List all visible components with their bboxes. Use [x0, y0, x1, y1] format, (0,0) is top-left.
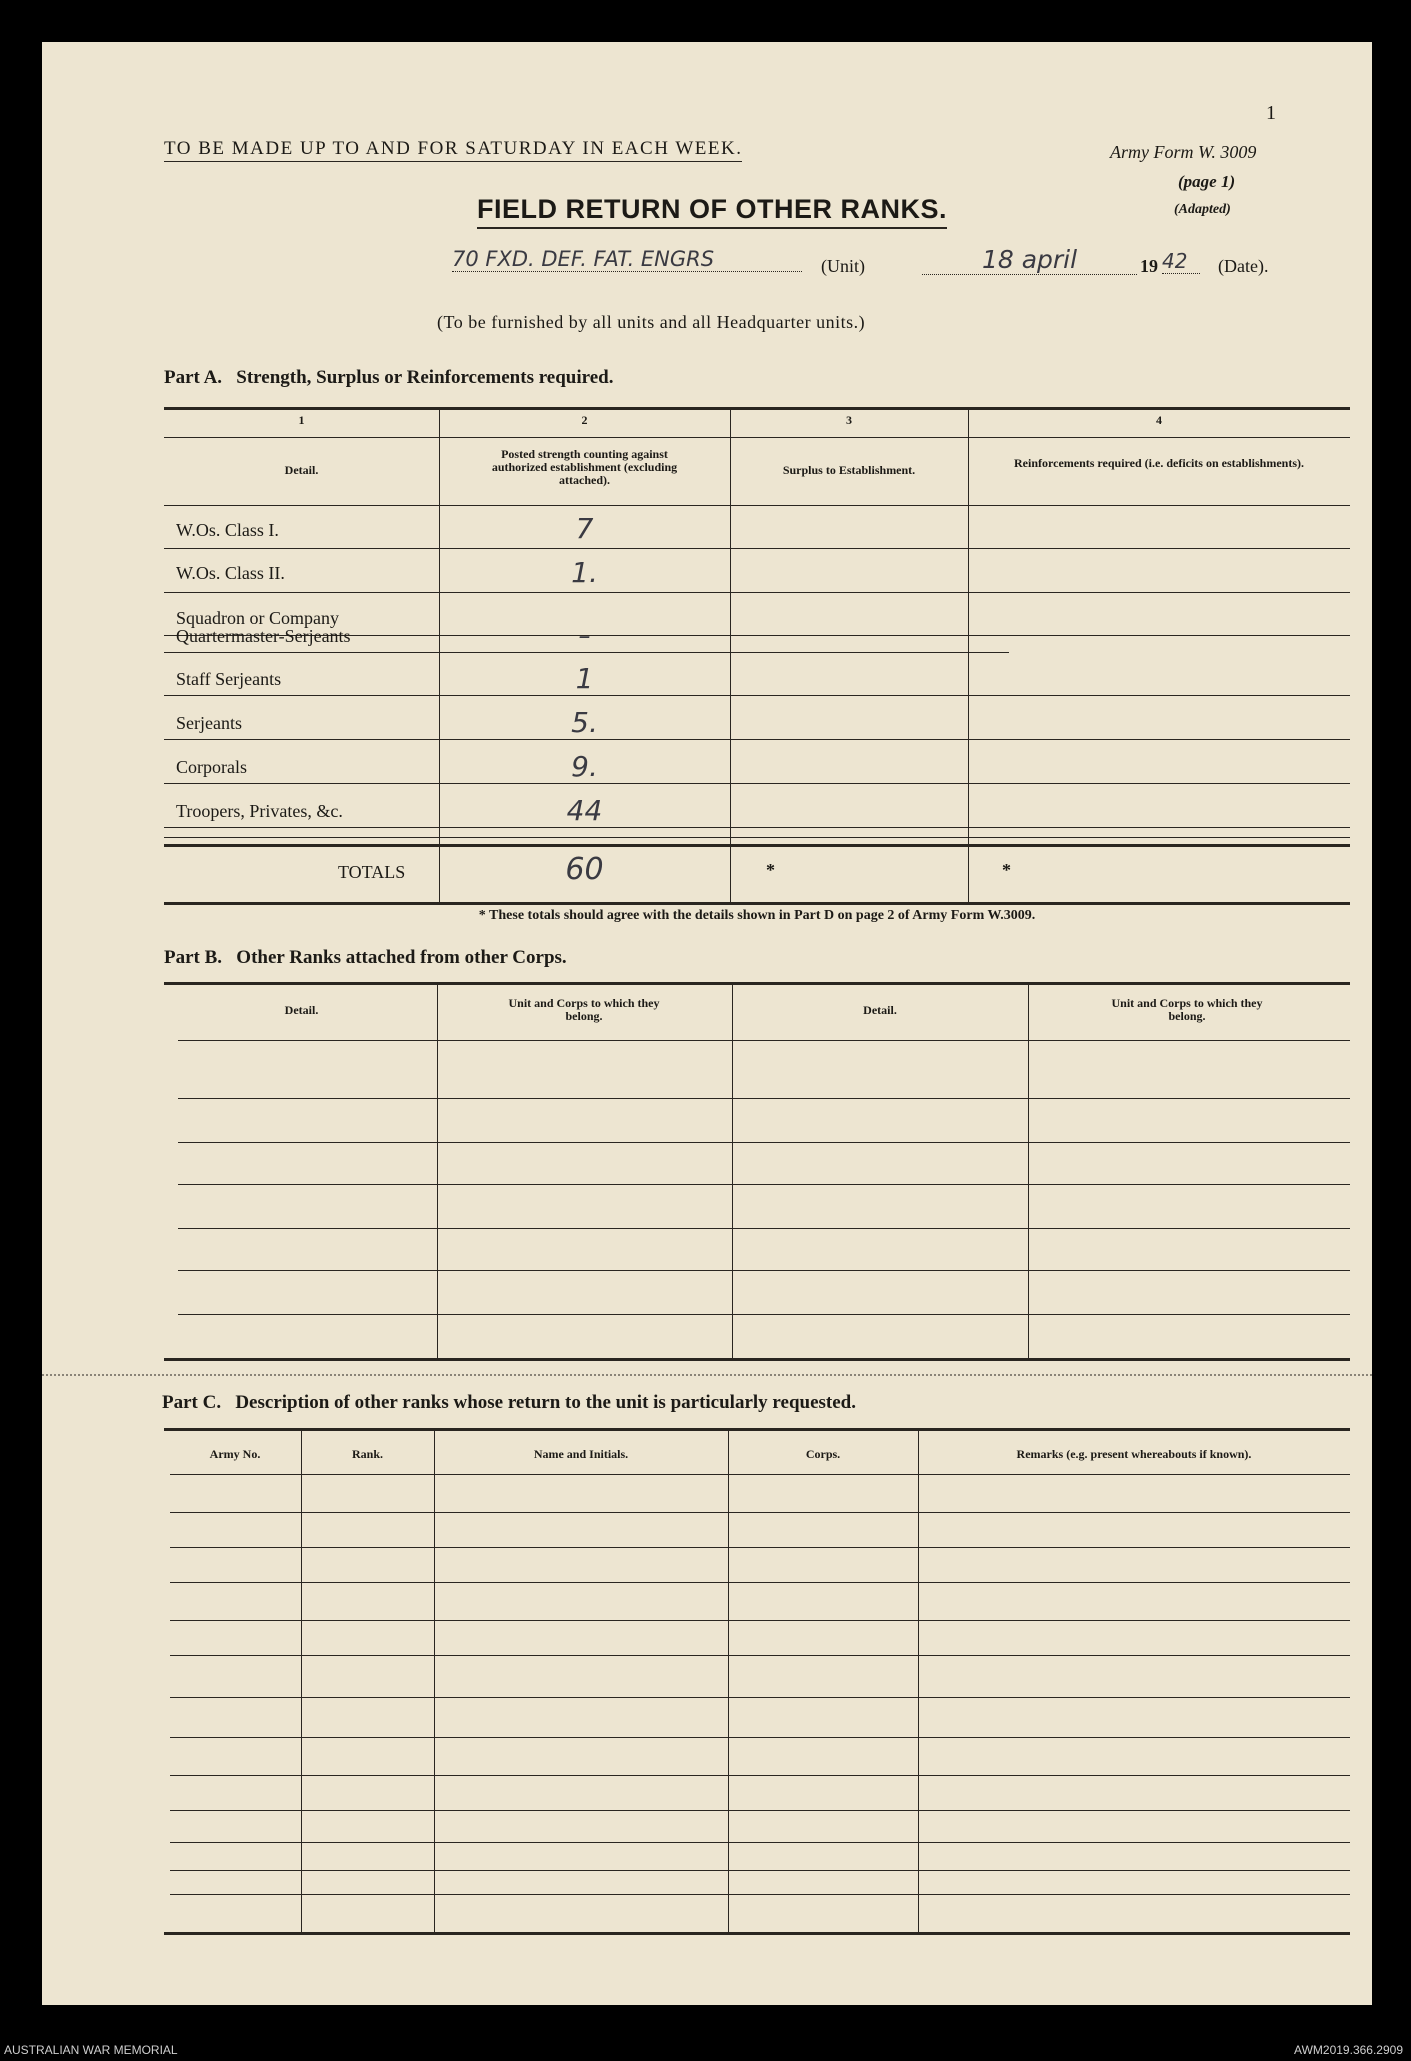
row-rule: [164, 739, 1350, 740]
col-divider: [968, 407, 969, 904]
col-divider: [730, 407, 731, 904]
row-rule: [170, 1655, 1350, 1656]
posted-value: 9.: [571, 750, 598, 783]
row-label: Corporals: [176, 757, 247, 777]
row-label: Troopers, Privates, &c.: [176, 801, 343, 821]
row-rule: [178, 1142, 1350, 1143]
row-label: W.Os. Class II.: [176, 563, 285, 583]
row-rule: [164, 837, 1350, 838]
part-a-heading: Part A. Strength, Surplus or Reinforcements required.: [164, 367, 614, 388]
row-rule: [170, 1620, 1350, 1621]
part-c-bottom-rule: [164, 1932, 1350, 1935]
year-prefix: 19: [1140, 256, 1158, 276]
posted-value: 44: [566, 794, 603, 827]
posted-value: 1.: [571, 556, 598, 589]
posted-value: –: [578, 622, 591, 650]
posted-value: 1: [575, 662, 594, 695]
adapted-note: (Adapted): [1174, 202, 1231, 217]
part-c-col-header: Name and Initials.: [533, 1447, 629, 1461]
part-a-top-rule: [164, 407, 1350, 410]
part-a-header-rule: [164, 505, 1350, 506]
col-divider: [434, 1428, 435, 1933]
row-label: Serjeants: [176, 713, 242, 733]
part-c-col-header: Remarks (e.g. present whereabouts if known).: [1016, 1447, 1252, 1461]
part-b-bottom-rule: [164, 1358, 1350, 1361]
totals-footnote: * These totals should agree with the details shown in Part D on page 2 of Army Form W.3009.: [478, 908, 1036, 923]
col-divider: [728, 1428, 729, 1933]
totals-label: TOTALS: [338, 862, 406, 882]
row-label: Squadron or Company Quartermaster-Serjeants: [176, 608, 351, 646]
year-value: 42: [1162, 249, 1200, 274]
part-c-col-header: Army No.: [209, 1447, 261, 1461]
furnish-note: (To be furnished by all units and all Headquarter units.): [437, 312, 866, 332]
row-rule: [170, 1842, 1350, 1843]
row-rule: [178, 1098, 1350, 1099]
row-rule: [170, 1810, 1350, 1811]
col-divider: [437, 982, 438, 1359]
totals-value: 60: [565, 852, 604, 887]
part-b-top-rule: [164, 982, 1350, 985]
row-rule: [170, 1582, 1350, 1583]
row-rule: [164, 827, 1350, 828]
part-c-col-header: Rank.: [351, 1447, 383, 1461]
page-number: (page 1): [1178, 172, 1236, 191]
unit-label: (Unit): [821, 256, 865, 276]
perforation-line: [42, 1374, 1372, 1376]
row-rule: [170, 1474, 1350, 1475]
posted-value: 5.: [571, 706, 598, 739]
row-rule: [170, 1775, 1350, 1776]
row-rule: [170, 1547, 1350, 1548]
row-rule: [170, 1697, 1350, 1698]
row-rule: [164, 695, 1350, 696]
part-b-heading: Part B. Other Ranks attached from other Corps.: [164, 947, 567, 968]
form-sheet: [42, 42, 1372, 2005]
part-b-col-header: Detail.: [863, 1003, 897, 1017]
row-rule: [178, 1184, 1350, 1185]
row-rule: [164, 592, 1350, 593]
row-rule: [164, 783, 1350, 784]
part-c-heading: Part C. Description of other ranks whose return to the unit is particularly requested.: [162, 1392, 856, 1413]
corner-mark: 1: [1266, 102, 1276, 124]
row-rule: [178, 1270, 1350, 1271]
row-rule: [164, 652, 1009, 653]
row-label: W.Os. Class I.: [176, 520, 279, 540]
form-number: Army Form W. 3009: [1110, 142, 1257, 162]
part-b-col-header: Unit and Corps to which they belong.: [1111, 996, 1263, 1023]
col-divider: [732, 982, 733, 1359]
col-header-posted: Posted strength counting against authorized establishment (excluding attached).: [491, 447, 678, 487]
col-divider: [1028, 982, 1029, 1359]
col-number: 3: [846, 413, 852, 427]
col-divider: [439, 407, 440, 904]
row-rule: [170, 1512, 1350, 1513]
totals-top-rule: [164, 844, 1350, 847]
part-c-col-header: Corps.: [805, 1447, 841, 1461]
date-label: (Date).: [1218, 256, 1269, 276]
col-header-reinforcements: Reinforcements required (i.e. deficits on establishments).: [1014, 456, 1304, 470]
row-rule: [170, 1870, 1350, 1871]
posted-value: 7: [575, 512, 594, 545]
part-c-top-rule: [164, 1428, 1350, 1431]
part-a-number-rule: [164, 437, 1350, 438]
unit-value: 70 FXD. DEF. FAT. ENGRS: [452, 247, 802, 272]
row-rule: [178, 1040, 1350, 1041]
row-rule: [178, 1228, 1350, 1229]
row-rule: [164, 548, 1350, 549]
archive-credit: AUSTRALIAN WAR MEMORIAL: [4, 2043, 178, 2057]
part-a-bottom-rule: [164, 902, 1350, 905]
form-title: FIELD RETURN OF OTHER RANKS.: [477, 194, 947, 229]
row-rule: [178, 1314, 1350, 1315]
col-divider: [918, 1428, 919, 1933]
col-header-surplus: Surplus to Establishment.: [782, 463, 916, 477]
col-divider: [301, 1428, 302, 1933]
date-value: 18 april: [922, 245, 1137, 275]
part-b-col-header: Unit and Corps to which they belong.: [508, 996, 660, 1023]
row-label: Staff Serjeants: [176, 669, 282, 689]
row-rule: [170, 1737, 1350, 1738]
part-b-col-header: Detail.: [284, 1003, 319, 1017]
row-rule: [170, 1894, 1350, 1895]
col-number: 4: [1156, 413, 1162, 427]
surplus-star: *: [766, 860, 775, 880]
col-number: 1: [298, 413, 305, 427]
weekly-instruction: TO BE MADE UP TO AND FOR SATURDAY IN EACH WEEK.: [164, 138, 742, 162]
col-header-detail: Detail.: [284, 463, 319, 477]
archive-reference: AWM2019.366.2909: [1294, 2043, 1403, 2057]
col-number: 2: [581, 413, 588, 427]
reinforcements-star: *: [1002, 860, 1011, 880]
